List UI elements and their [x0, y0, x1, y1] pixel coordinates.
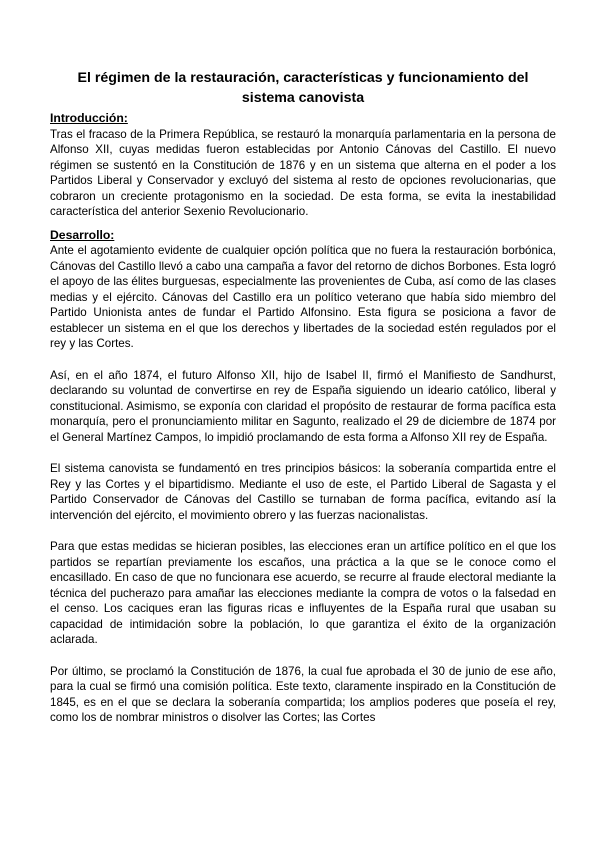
- paragraph: Tras el fracaso de la Primera República, se restauró la monarquía parlamentaria en la persona de Alfonso XII, cuyas medidas fueron establecidas por Antonio Cánovas del Castillo. El nuevo régimen se sustentó en la Constitución de 1876 y en un sistema que alterna en el poder a los Partidos Liberal y Conservador y excluyó del sistema al resto de opciones revolucionarias, que cobraron un creciente protagonismo en la sociedad. De esta forma, se evita la inestabilidad característica del anterior Sexenio Revolucionario.: [50, 127, 556, 218]
- section-heading-intro: Introducción:: [50, 111, 128, 125]
- document-page: [50, 68, 556, 726]
- paragraph: Así, en el año 1874, el futuro Alfonso XII, hijo de Isabel II, firmó el Manifiesto de Sandhurst, declarando su voluntad de convertirse en rey de España siguiendo un ideario católico, liberal y constitucional. Asimismo, se exponía con claridad el propósito de restaurar de forma pacífica esta monarquía, pero el pronunciamiento militar en Sagunto, realizado el 29 de diciembre de 1874 por el General Martínez Campos, lo impidió proclamando de esta forma a Alfonso XII rey de España.: [50, 368, 556, 444]
- paragraph: El sistema canovista se fundamentó en tres principios básicos: la soberanía compartida entre el Rey y las Cortes y el bipartidismo. Mediante el uso de este, el Partido Liberal de Sagasta y el Partido Conservador de Cánovas del Castillo se turnaban de forma pacífica, evitando así la intervención del ejército, el movimiento obrero y las fuerzas nacionalistas.: [50, 462, 556, 522]
- document-title: El régimen de la restauración, características y funcionamiento del sistema canovista: [77, 70, 529, 106]
- paragraph: Por último, se proclamó la Constitución de 1876, la cual fue aprobada el 30 de junio de ese año, para la cual se firmó una comisión política. Este texto, claramente inspirado en la Constitución de 1845, es en el que se declara la soberanía compartida; los amplios poderes que poseía el rey, como los de nombrar ministros o disolver las Cortes; las Cortes: [50, 664, 556, 724]
- paragraph: Para que estas medidas se hicieran posibles, las elecciones eran un artífice político en el que los partidos se repartían previamente los escaños, una práctica a la que se le conoce como el encasillado. En caso de que no funcionara ese acuerdo, se recurre al fraude electoral mediante la técnica del pucherazo para amañar las elecciones mediante la compra de votos o la falsedad en el censo. Los caciques eran las figuras ricas e influyentes de la España rural que usaban su capacidad de intimidación sobre la población, lo que garantiza el éxito de la organización aclarada.: [50, 540, 556, 646]
- desarrollo-section: [50, 228, 556, 726]
- paragraph: Ante el agotamiento evidente de cualquier opción política que no fuera la restauración borbónica, Cánovas del Castillo llevó a cabo una campaña a favor del retorno de dichos Borbones. Esta logró el apoyo de las élites burguesas, especialmente las provenientes de Cuba, así como de las clases medias y el ejército. Cánovas del Castillo era un político veterano que había sido miembro del Partido Unionista antes de fundar el Partido Alfonsino. Esta figura se posiciona a favor de establecer un sistema en el que los derechos y libertades de la sociedad estén regulados por el rey y las Cortes.: [50, 244, 556, 350]
- intro-section: [50, 111, 556, 220]
- section-heading-desarrollo: Desarrollo:: [50, 227, 115, 242]
